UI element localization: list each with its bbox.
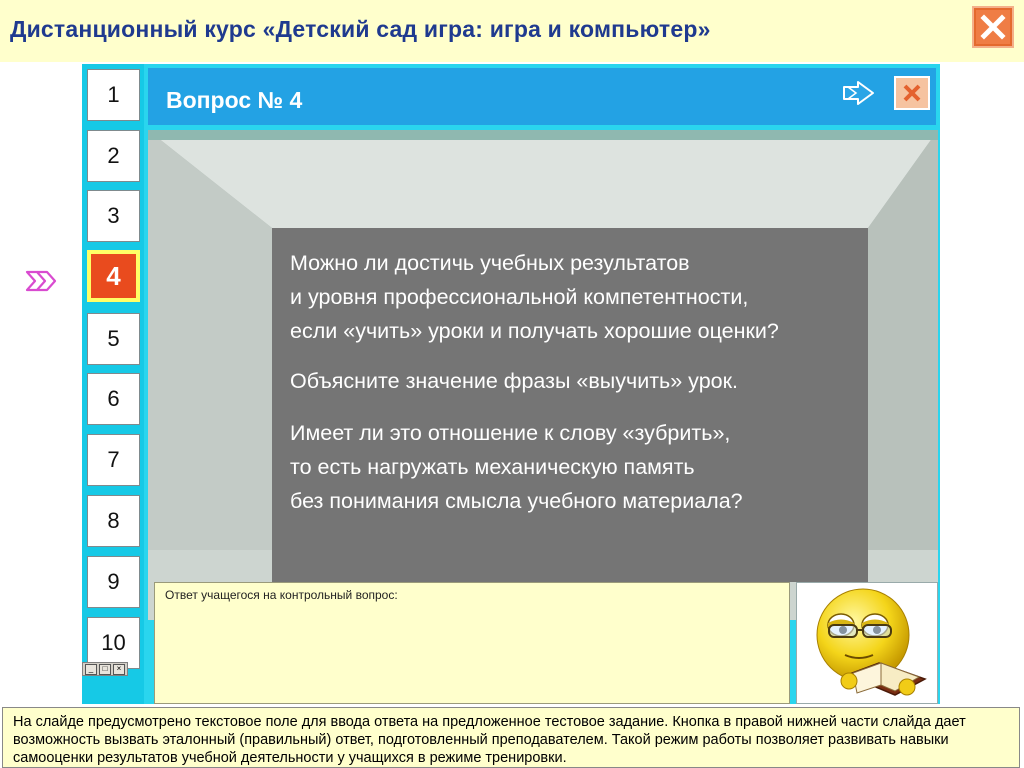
- close-x-icon: [979, 13, 1007, 41]
- question-close-button[interactable]: [894, 76, 930, 110]
- question-text-line: и уровня профессиональной компетентности,: [290, 285, 749, 309]
- quiz-panel: [82, 64, 940, 704]
- restore-icon[interactable]: □: [99, 664, 111, 675]
- question-nav-item-7[interactable]: 7: [87, 434, 140, 486]
- question-text-line: Имеет ли это отношение к слову «зубрить»,: [290, 421, 731, 445]
- question-nav-item-1[interactable]: 1: [87, 69, 140, 121]
- question-text-line: Можно ли достичь учебных результатов: [290, 251, 690, 275]
- close-button[interactable]: [972, 6, 1014, 48]
- question-nav-item-4[interactable]: 4: [87, 250, 140, 302]
- question-nav-item-10[interactable]: 10: [87, 617, 140, 669]
- description-text: На слайде предусмотрено текстовое поле для ввода ответа на предложенное тестовое задание. Кнопка в правой нижней части слайда дает возможность вызвать эталонный (правильный) ответ, подготовленный преподавателем. Такой режим работы позволяет развивать навыки самооценки результатов учебной деятельности у учащихся в режиме тренировки.: [13, 714, 966, 766]
- title-bar: [0, 0, 1024, 62]
- question-title: Вопрос № 4: [166, 87, 303, 113]
- current-question-pointer-icon: [24, 266, 58, 296]
- question-nav-item-5[interactable]: 5: [87, 313, 140, 365]
- question-nav-item-3[interactable]: 3: [87, 190, 140, 242]
- question-nav-item-6[interactable]: 6: [87, 373, 140, 425]
- question-text-line: если «учить» уроки и получать хорошие оценки?: [290, 319, 779, 343]
- question-text-line: то есть нагружать механическую память: [290, 455, 695, 479]
- description-panel: [2, 707, 1020, 768]
- page-title: Дистанционный курс «Детский сад игра: игра и компьютер»: [10, 16, 711, 42]
- question-nav-item-9[interactable]: 9: [87, 556, 140, 608]
- question-header: [148, 68, 936, 125]
- answer-label: Ответ учащегося на контрольный вопрос:: [165, 588, 398, 602]
- reference-answer-button[interactable]: [796, 582, 938, 704]
- window-controls[interactable]: [82, 662, 128, 676]
- question-nav-item-2[interactable]: 2: [87, 130, 140, 182]
- question-text-line: без понимания смысла учебного материала?: [290, 489, 743, 513]
- question-screen: [272, 228, 868, 582]
- monitor-frame: [148, 130, 938, 620]
- minimize-icon[interactable]: _: [85, 664, 97, 675]
- close-small-icon[interactable]: ×: [113, 664, 125, 675]
- smiley-reading-book-icon: [797, 583, 937, 703]
- question-nav-item-8[interactable]: 8: [87, 495, 140, 547]
- next-arrow-icon[interactable]: [842, 80, 876, 106]
- answer-field[interactable]: [154, 582, 790, 704]
- question-text-line: Объясните значение фразы «выучить» урок.: [290, 369, 738, 393]
- question-nav: [82, 64, 144, 704]
- close-x-icon: [902, 83, 922, 103]
